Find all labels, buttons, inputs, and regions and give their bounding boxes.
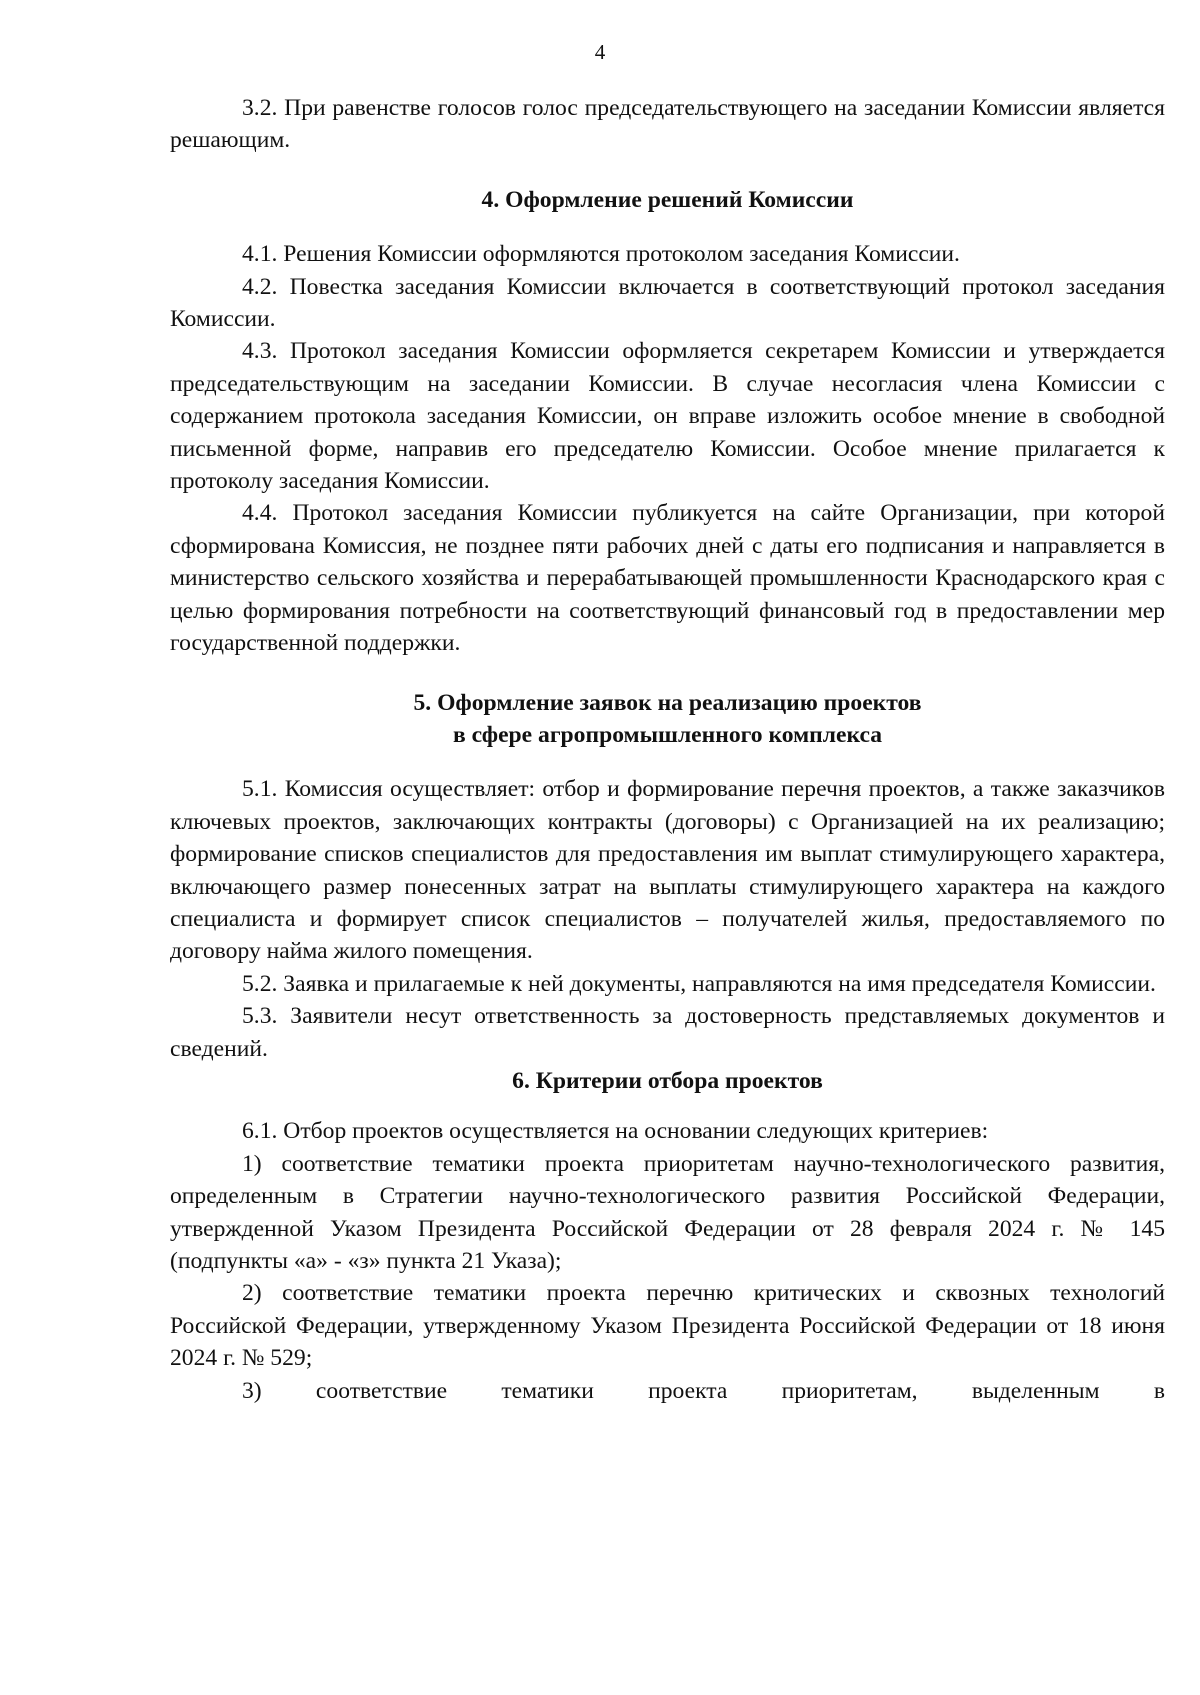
paragraph-6-1: 6.1. Отбор проектов осуществляется на основании следующих критериев: <box>242 1118 989 1145</box>
paragraph-4-2: 4.2. Повестка заседания Комиссии включается в соответствующий протокол заседания Комиссии. <box>170 273 1165 333</box>
paragraph-5-2: 5.2. Заявка и прилагаемые к ней документы, направляются на имя председателя Комиссии. <box>242 970 1156 997</box>
paragraph-5-1: 5.1. Комиссия осуществляет: отбор и формирование перечня проектов, а также заказчиков ключевых проектов, заключающих контракты (договоры) с Организацией на их реализацию; формирование списков специалистов для предоставления им выплат стимулирующего характера, включающего размер понесенных затрат на выплаты стимулирующего характера на каждого специалиста и формирует список специалистов – получателей жилья, предоставляемого по договору найма жилого помещения. <box>170 776 1165 965</box>
paragraph-4-3: 4.3. Протокол заседания Комиссии оформляется секретарем Комиссии и утверждается председательствующим на заседании Комиссии. В случае несогласия члена Комиссии с содержанием протокола заседания Комиссии, он вправе изложить особое мнение в свободной письменной форме, направив его председателю Комиссии. Особое мнение прилагается к протоколу заседания Комиссии. <box>170 338 1165 495</box>
criterion-1: 1) соответствие тематики проекта приоритетам научно-технологического развития, определенным в Стратегии научно-технологического развития Российской Федерации, утвержденной Указом Президента Российской Федерации от 28 февраля 2024 г. № 145 (подпункты «а» - «з» пункта 21 Указа); <box>170 1150 1165 1274</box>
paragraph-4-4: 4.4. Протокол заседания Комиссии публикуется на сайте Организации, при которой сформирована Комиссия, не позднее пяти рабочих дней с даты его подписания и направляется в министерство сельского хозяйства и перерабатывающей промышленности Краснодарского края с целью формирования потребности на соответствующий финансовый год в предоставлении мер государственной поддержки. <box>170 500 1165 657</box>
heading-section-4: 4. Оформление решений Комиссии <box>481 186 854 213</box>
heading-section-5-line-1: 5. Оформление заявок на реализацию проектов <box>413 689 922 716</box>
criterion-2: 2) соответствие тематики проекта перечню критических и сквозных технологий Российской Федерации, утвержденному Указом Президента Российской Федерации от 18 июня 2024 г. № 529; <box>170 1280 1165 1372</box>
paragraph-5-3: 5.3. Заявители несут ответственность за достоверность представляемых документов и сведений. <box>170 1003 1165 1062</box>
criterion-3: 3) соответствие тематики проекта приоритетам, выделенным в <box>242 1377 1165 1404</box>
document-body <box>170 92 1165 1407</box>
page-number: 4 <box>594 40 606 64</box>
heading-section-6: 6. Критерии отбора проектов <box>512 1067 823 1094</box>
heading-section-5-line-2: в сфере агропромышленного комплекса <box>452 721 883 748</box>
paragraph-3-2: 3.2. При равенстве голосов голос председательствующего на заседании Комиссии является решающим. <box>170 95 1165 154</box>
paragraph-4-1: 4.1. Решения Комиссии оформляются протоколом заседания Комиссии. <box>242 241 960 268</box>
